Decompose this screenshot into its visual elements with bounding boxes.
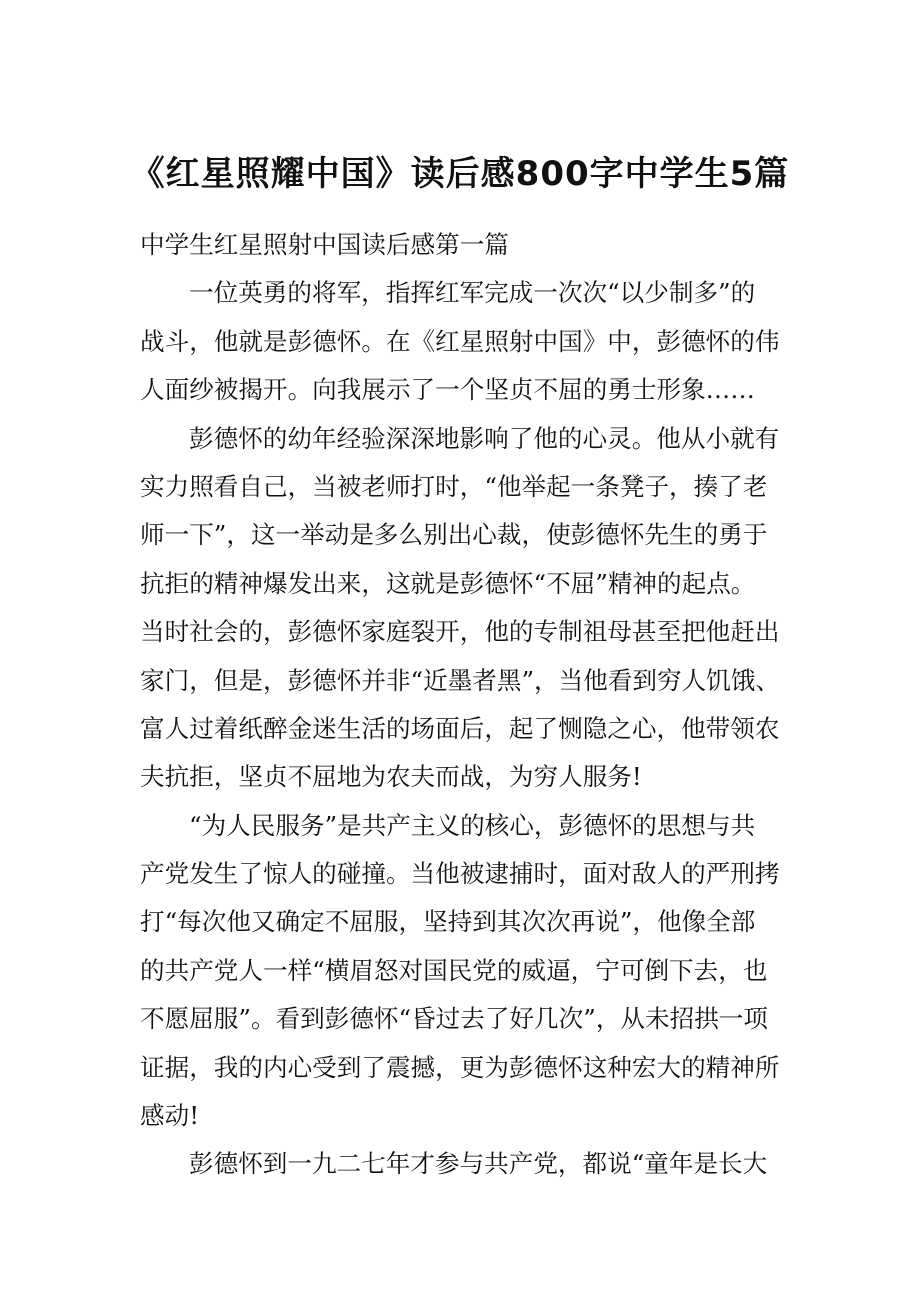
paragraph-line: 感动!	[140, 1101, 200, 1131]
paragraph-line: 彭德怀的幼年经验深深地影响了他的心灵。他从小就有	[189, 423, 780, 453]
paragraph-line: 一位英勇的将军，指挥红军完成一次次“以少制多”的	[189, 278, 756, 308]
paragraph-line: 夫抗拒，坚贞不屈地为农夫而战，为穷人服务!	[140, 762, 642, 792]
paragraph-line: 富人过着纸醉金迷生活的场面后，起了恻隐之心，他带领农	[140, 713, 780, 743]
paragraph-line: 实力照看自己，当被老师打时，“他举起一条凳子，揍了老	[140, 471, 768, 501]
paragraph-line: 的共产党人一样“横眉怒对国民党的威逼，宁可倒下去，也	[140, 955, 768, 985]
paragraph-line: 彭德怀到一九二七年才参与共产党，都说“童年是长大	[189, 1149, 768, 1179]
paragraph-line: 当时社会的，彭德怀家庭裂开，他的专制祖母甚至把他赶出	[140, 617, 780, 647]
document-title: 《红星照耀中国》读后感800字中学生5篇	[130, 154, 790, 194]
paragraph-line: “为人民服务”是共产主义的核心，彭德怀的思想与共	[189, 810, 756, 840]
paragraph-line: 证据，我的内心受到了震撼，更为彭德怀这种宏大的精神所	[140, 1052, 780, 1082]
paragraph-line: 打“每次他又确定不屈服，坚持到其次次再说”，他像全部	[140, 907, 756, 937]
section-heading: 中学生红星照射中国读后感第一篇	[140, 230, 509, 259]
paragraph-line: 抗拒的精神爆发出来，这就是彭德怀“不屈”精神的起点。	[140, 568, 756, 598]
paragraph-line: 师一下”，这一举动是多么别出心裁，使彭德怀先生的勇于	[140, 520, 768, 550]
paragraph-line: 人面纱被揭开。向我展示了一个坚贞不屈的勇士形象……	[140, 375, 755, 405]
document-body	[140, 226, 800, 1194]
paragraph-line: 战斗，他就是彭德怀。在《红星照射中国》中，彭德怀的伟	[140, 326, 780, 356]
paragraph-line: 产党发生了惊人的碰撞。当他被逮捕时，面对敌人的严刑拷	[140, 859, 780, 889]
paragraph-line: 不愿屈服”。看到彭德怀“昏过去了好几次”，从未招拱一项	[140, 1004, 768, 1034]
paragraph-line: 家门，但是，彭德怀并非“近墨者黑”，当他看到穷人饥饿、	[140, 665, 780, 695]
